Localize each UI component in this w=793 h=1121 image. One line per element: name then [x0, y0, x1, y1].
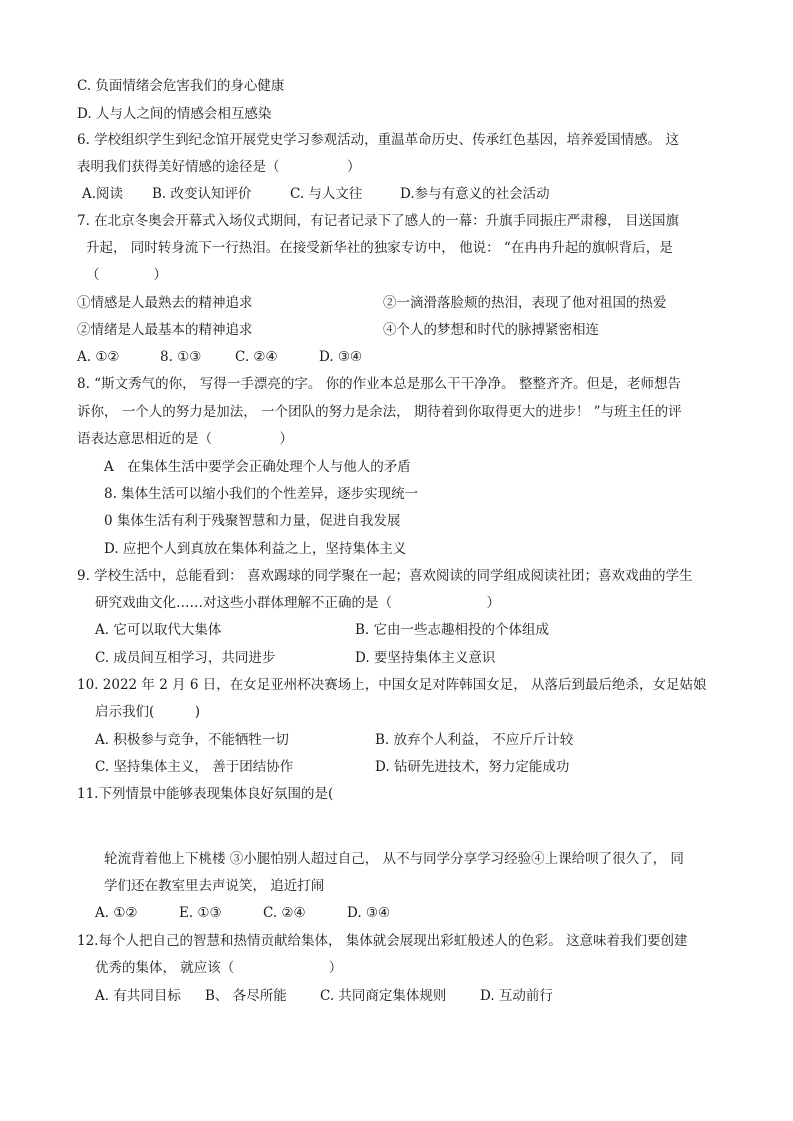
q10-stem-line1: 10. 2022 年 2 月 6 日，在女足亚州杯决赛场上，中国女足对阵韩国女足， 从落后到最后绝杀，女足姑娘 [77, 677, 707, 693]
q10-options-row1 [95, 731, 695, 749]
q6-options [82, 185, 722, 203]
q7-option-b: 8. ①③ [160, 349, 202, 365]
q9-stem-line1: 9. 学校生活中，总能看到： 喜欢踢球的同学聚在一起；喜欢阅读的同学组成阅读社团；喜欢戏曲的学生 [77, 568, 693, 584]
q7-stem-line1: 7. 在北京冬奥会开幕式入场仪式期间，有记者记录下了感人的一幕：升旗手同振庄严肃穆， 目送国旗 [77, 213, 679, 229]
q9-options-row1 [95, 621, 695, 639]
q8-option-b: 8. 集体生活可以缩小我们的个性差异，逐步实现统一 [104, 486, 419, 502]
q10-option-b: B. 放弃个人利益， 不应斤斤计较 [375, 732, 574, 748]
q11-option-b: E. ①③ [179, 905, 222, 921]
q7-stem-line2: 升起， 同时转身流下一行热泪。在接受新华社的独家专访中， 他说： “在冉冉升起的旗帜背后，是 [86, 240, 673, 256]
q11-stem-line2: 轮流背着他上下桃楼 ③小腿怕别人超过自己， 从不与同学分享学习经验④上课给呗了很久了， 同 [104, 851, 684, 867]
q7-option-d: D. ③④ [319, 349, 363, 365]
q11-options [95, 904, 495, 922]
q6-option-c: C. 与人文往 [290, 186, 363, 202]
q7-options [77, 348, 477, 366]
q6-stem-line1: 6. 学校组织学生到纪念馆开展党史学习参观活动，重温革命历史、传承红色基因，培养爱国情感。 这 [77, 132, 679, 148]
q6-option-b: B. 改变认知评价 [152, 186, 252, 202]
q5-option-c: C. 负面情绪会危害我们的身心健康 [77, 78, 285, 94]
q11-stem-line1: 11.下列情景中能够表现集体良好氛围的是( [77, 786, 334, 802]
q7-option-a: A. ①② [77, 349, 120, 365]
q10-option-d: D. 钻研先进技术，努力定能成功 [375, 759, 570, 775]
q10-option-c: C. 坚持集体主义， 善于团结协作 [95, 759, 294, 775]
q8-option-c: 0 集体生活有利于残聚智慧和力量，促进自我发展 [104, 513, 401, 529]
q10-stem-line2: 启示我们( ) [95, 704, 201, 720]
q7-statement-1: ①情感是人最熟去的精神追求 [77, 295, 253, 311]
q9-options-row2 [95, 649, 695, 667]
q10-option-a: A. 积极参与竞争，不能牺牲一切 [95, 732, 289, 748]
q7-option-c: C. ②④ [235, 349, 278, 365]
q11-stem-line3: 学们还在教室里去声说笑， 追近打闹 [104, 878, 325, 894]
q8-stem-line2: 诉你， 一个人的努力是加法， 一个团队的努力是余法， 期待着到你取得更大的进步！ ”与班主任的评 [77, 404, 682, 420]
q9-option-c: C. 成员间互相学习，共同进步 [95, 650, 276, 666]
q12-options [95, 987, 595, 1005]
q7-statement-2: ②一滴滑落脸颊的热泪，表现了他对祖国的热爱 [383, 295, 667, 311]
q8-stem-line1: 8. “斯文秀气的你， 写得一手漂亮的字。 你的作业本总是那么干干净净。 整整齐齐。但是，老师想告 [77, 376, 681, 392]
q7-stem-line3: （ ） [86, 267, 167, 283]
q12-option-c: C. 共同商定集体规则 [320, 988, 447, 1004]
q12-stem-line2: 优秀的集体， 就应该（ ） [95, 960, 343, 976]
q9-option-b: B. 它由一些志趣相投的个体组成 [355, 622, 550, 638]
q9-option-d: D. 要坚持集体主义意识 [355, 650, 496, 666]
q8-option-d: D. 应把个人到真放在集体利益之上，坚持集体主义 [104, 541, 407, 557]
q7-statement-3: ②情绪是人最基本的精神追求 [77, 322, 253, 338]
q6-option-d: D.参与有意义的社会活动 [400, 186, 550, 202]
q9-option-a: A. 它可以取代大集体 [95, 622, 222, 638]
q8-option-a: A 在集体生活中要学会正确处理个人与他人的矛盾 [104, 459, 411, 475]
q6-stem-line2: 表明我们获得美好情感的途径是（ ） [77, 159, 361, 175]
q8-stem-line3: 语表达意思相近的是（ ） [77, 431, 293, 447]
q7-statements-row2 [77, 321, 727, 339]
q9-stem-line2: 研究戏曲文化……对这些小群体理解不正确的是（ ） [95, 595, 500, 611]
q12-stem-line1: 12.每个人把自己的智慧和热情贡献给集体， 集体就会展现出彩虹般述人的色彩。 这意味着我们要创建 [77, 933, 688, 949]
q5-option-d: D. 人与人之间的情感会相互感染 [77, 106, 272, 122]
q11-option-d: D. ③④ [347, 905, 391, 921]
q12-option-a: A. 有共同目标 [95, 988, 181, 1004]
q12-option-b: B、 各尽所能 [205, 988, 287, 1004]
q11-option-a: A. ①② [95, 905, 138, 921]
q6-option-a: A.阅读 [82, 186, 124, 202]
q7-statement-4: ④个人的梦想和时代的脉搏紧密相连 [383, 322, 599, 338]
q12-option-d: D. 互动前行 [480, 988, 553, 1004]
q10-options-row2 [95, 758, 695, 776]
q11-option-c: C. ②④ [263, 905, 306, 921]
q7-statements-row1 [77, 294, 727, 312]
